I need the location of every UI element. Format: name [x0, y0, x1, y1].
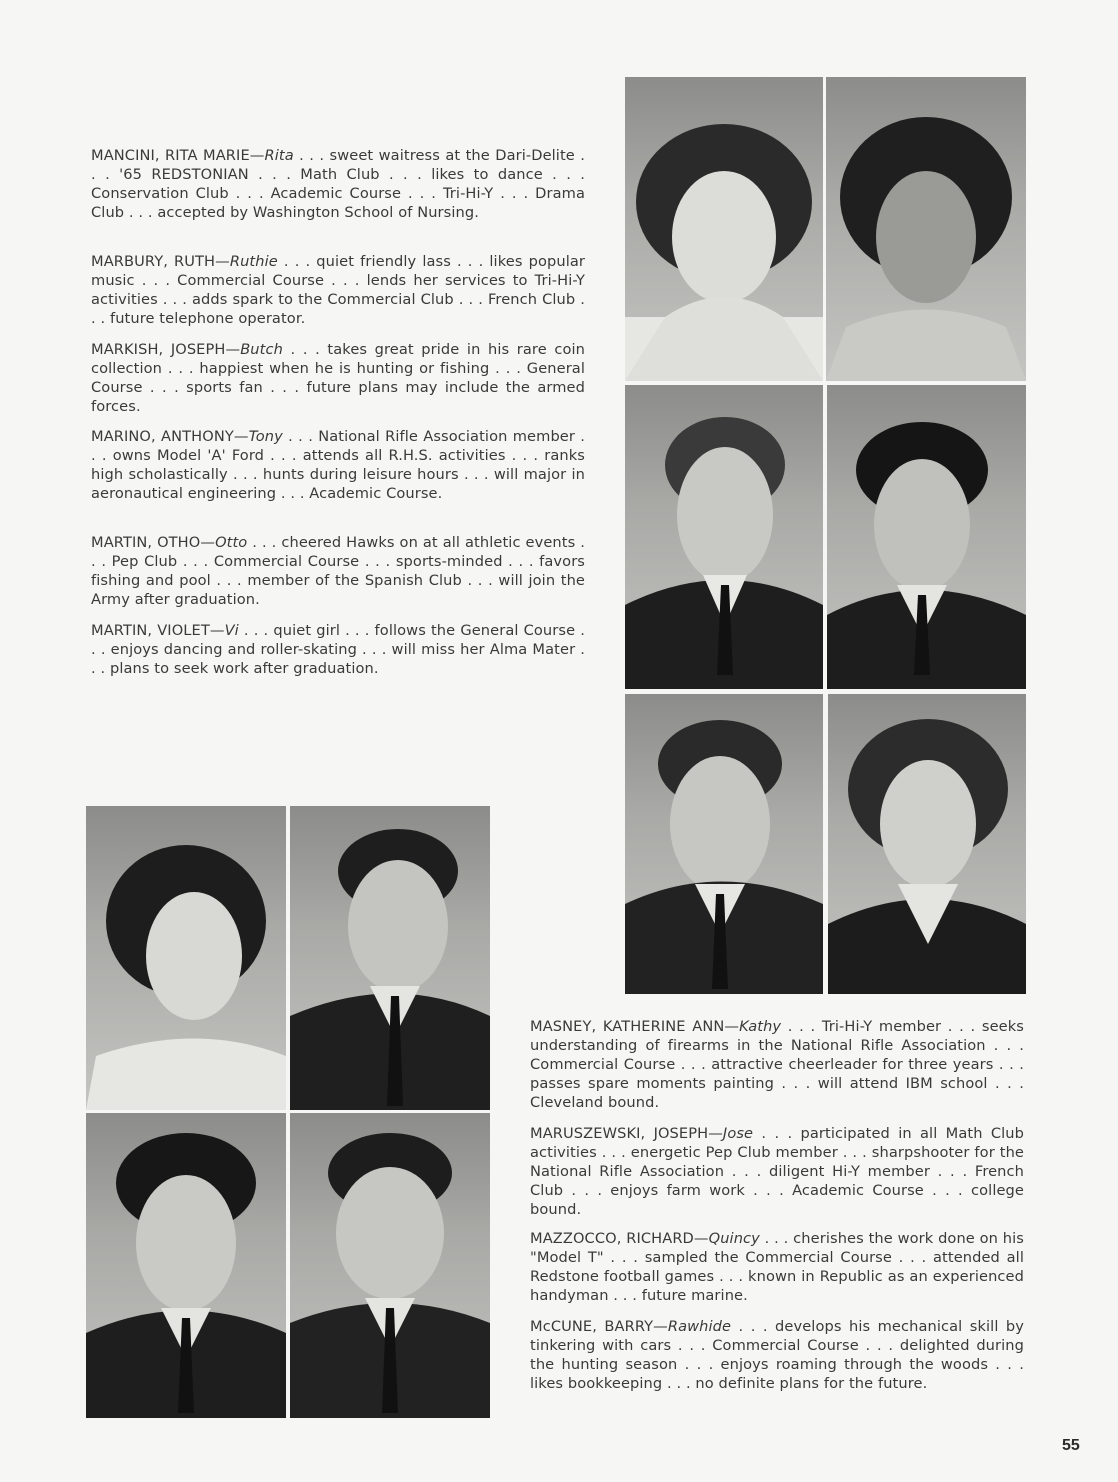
student-name: MARUSZEWSKI, JOSEPH [530, 1125, 709, 1142]
student-nickname: Tony [248, 428, 283, 445]
student-entry: MARTIN, VIOLET—Vi . . . quiet girl . . . follows the General Course . . . enjoys dancing and roller-skating . . . will miss her Alma Mater . . . plans to seek work after graduation. [91, 622, 585, 677]
student-nickname: Rawhide [667, 1318, 732, 1335]
student-description: . . . quiet girl . . . follows the General Course . . . enjoys dancing and roller-skating . . . will miss her Alma Mater . . . plans to seek work after graduation. [91, 622, 585, 677]
student-name: MARBURY, RUTH [91, 253, 216, 270]
portrait-photo [826, 77, 1026, 381]
student-description: . . . develops his mechanical skill by tinkering with cars . . . Commercial Course . . . delighted during the hunting season . . . enjoys roaming through the woods . . . likes bookkeeping . . . no definite plans for the future. [530, 1318, 1024, 1392]
student-description: . . . National Rifle Association member . . . owns Model 'A' Ford . . . attends all R.H.S. activities . . . ranks high scholastically . . . hunts during leisure hours . . . will major in aeronautical engineering . . . Academic Course. [91, 428, 586, 502]
student-entry: MARKISH, JOSEPH—Butch . . . takes great pride in his rare coin collection . . . happiest when he is hunting or fishing . . . General Course . . . sports fan . . . future plans may include the armed forces. [91, 341, 585, 415]
student-name: MARTIN, VIOLET [91, 622, 210, 639]
student-name: MARINO, ANTHONY [91, 428, 234, 445]
student-description: . . . cheered Hawks on at all athletic events . . . Pep Club . . . Commercial Course . . . sports-minded . . . favors fishing and pool . . . member of the Spanish Club . . . will join the Army after graduation. [91, 534, 585, 608]
student-nickname: Quincy [708, 1230, 760, 1247]
student-entry: MARUSZEWSKI, JOSEPH—Jose . . . participated in all Math Club activities . . . energetic Pep Club member . . . sharpshooter for the National Rifle Association . . . diligent Hi-Y member . . . French Club . . . enjoys farm work . . . Academic Course . . . college bound. [530, 1125, 1024, 1218]
student-entry: MASNEY, KATHERINE ANN—Kathy . . . Tri-Hi-Y member . . . seeks understanding of firearms in the National Rifle Association . . . Commercial Course . . . attractive cheerleader for three years . . . passes spare moments painting . . . will attend IBM school . . . Cleveland bound. [530, 1018, 1024, 1111]
student-nickname: Rita [264, 147, 294, 164]
portrait-photo [290, 806, 490, 1110]
portrait-photo [86, 806, 286, 1110]
student-entry: McCUNE, BARRY—Rawhide . . . develops his mechanical skill by tinkering with cars . . . Commercial Course . . . delighted during the hunting season . . . enjoys roaming through the woods . . . likes bookkeeping . . . no definite plans for the future. [530, 1318, 1024, 1392]
student-entry: MANCINI, RITA MARIE—Rita . . . sweet waitress at the Dari-Delite . . . '65 REDSTONIAN . . . Math Club . . . likes to dance . . . Conservation Club . . . Academic Course . . . Tri-Hi-Y . . . Drama Club . . . accepted by Washington School of Nursing. [91, 147, 585, 221]
portrait-photo [827, 385, 1026, 689]
student-description: . . . participated in all Math Club activities . . . energetic Pep Club member . . . sharpshooter for the National Rifle Association . . . diligent Hi-Y member . . . French Club . . . enjoys farm work . . . Academic Course . . . college bound. [530, 1125, 1024, 1218]
student-name: MANCINI, RITA MARIE [91, 147, 250, 164]
student-description: . . . takes great pride in his rare coin collection . . . happiest when he is hunting or fishing . . . General Course . . . sports fan . . . future plans may include the armed forces. [91, 341, 585, 415]
student-nickname: Jose [722, 1125, 754, 1142]
student-name: MAZZOCCO, RICHARD [530, 1230, 694, 1247]
student-nickname: Vi [224, 622, 239, 639]
portrait-photo [625, 385, 823, 689]
student-name: McCUNE, BARRY [530, 1318, 654, 1335]
student-name: MASNEY, KATHERINE ANN [530, 1018, 725, 1035]
page-number: 55 [1062, 1437, 1080, 1454]
student-entry: MARBURY, RUTH—Ruthie . . . quiet friendly lass . . . likes popular music . . . Commercial Course . . . lends her services to Tri-Hi-Y activities . . . adds spark to the Commercial Club . . . French Club . . . future telephone operator. [91, 253, 585, 327]
portrait-photo [86, 1113, 286, 1418]
student-entry: MARINO, ANTHONY—Tony . . . National Rifle Association member . . . owns Model 'A' Ford . . . attends all R.H.S. activities . . . ranks high scholastically . . . hunts during leisure hours . . . will major in aeronautical engineering . . . Academic Course. [91, 428, 586, 502]
student-nickname: Otto [215, 534, 248, 551]
portrait-photo [828, 694, 1026, 994]
student-entry: MAZZOCCO, RICHARD—Quincy . . . cherishes the work done on his "Model T" . . . sampled the Commercial Course . . . attended all Redstone football games . . . known in Republic as an experienced handyman . . . future marine. [530, 1230, 1024, 1304]
student-description: . . . sweet waitress at the Dari-Delite . . . '65 REDSTONIAN . . . Math Club . . . likes to dance . . . Conservation Club . . . Academic Course . . . Tri-Hi-Y . . . Drama Club . . . accepted by Washington School of Nursing. [91, 147, 585, 221]
student-description: . . . quiet friendly lass . . . likes popular music . . . Commercial Course . . . lends her services to Tri-Hi-Y activities . . . adds spark to the Commercial Club . . . French Club . . . future telephone operator. [91, 253, 585, 327]
student-name: MARTIN, OTHO [91, 534, 201, 551]
student-nickname: Ruthie [229, 253, 278, 270]
portrait-photo [625, 77, 823, 381]
student-nickname: Butch [240, 341, 283, 358]
portrait-photo [625, 694, 823, 994]
student-name: MARKISH, JOSEPH [91, 341, 226, 358]
student-entry: MARTIN, OTHO—Otto . . . cheered Hawks on at all athletic events . . . Pep Club . . . Commercial Course . . . sports-minded . . . favors fishing and pool . . . member of the Spanish Club . . . will join the Army after graduation. [91, 534, 585, 608]
student-description: . . . cherishes the work done on his "Model T" . . . sampled the Commercial Course . . . attended all Redstone football games . . . known in Republic as an experienced handyman . . . future marine. [530, 1230, 1024, 1304]
student-nickname: Kathy [739, 1018, 782, 1035]
student-description: . . . Tri-Hi-Y member . . . seeks understanding of firearms in the National Rifle Association . . . Commercial Course . . . attractive cheerleader for three years . . . passes spare moments painting . . . will attend IBM school . . . Cleveland bound. [530, 1018, 1024, 1111]
portrait-photo [290, 1113, 490, 1418]
